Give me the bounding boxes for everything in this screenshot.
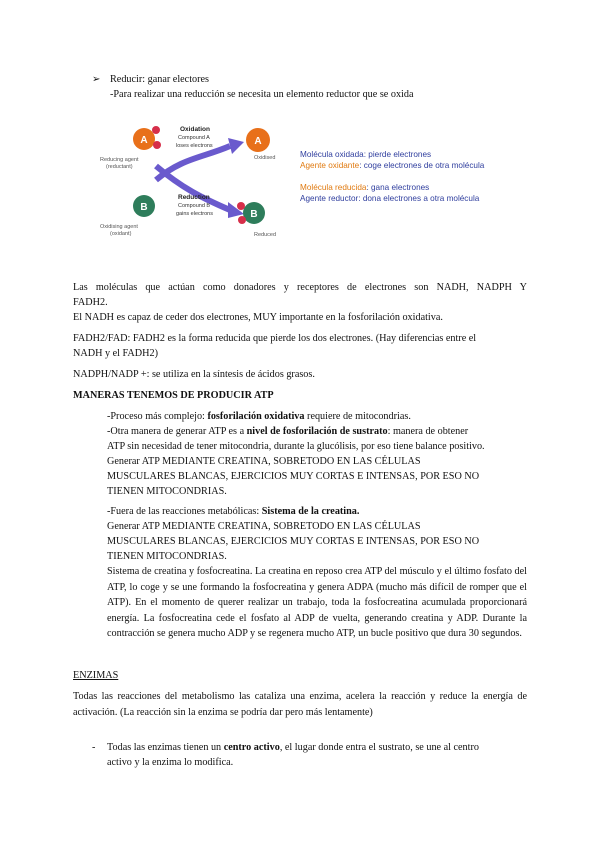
- oxidation-line1: Compound A: [178, 135, 210, 141]
- molecule-a-right-label: A: [254, 136, 262, 147]
- reductant-label: (reductant): [106, 164, 133, 170]
- electron-right-1: [237, 202, 245, 210]
- heading-atp: MANERAS TENEMOS DE PRODUCIR ATP: [73, 390, 274, 401]
- bullet2-marker: -: [92, 742, 96, 753]
- electron-left-2: [153, 141, 161, 149]
- oxidised-label: Oxidised: [254, 155, 276, 161]
- oxidation-title: Oxidation: [180, 126, 210, 133]
- atp-method-2-line1: -Otra manera de generar ATP es a nivel de fosforilación de sustrato: manera de obtener: [107, 426, 469, 437]
- atp-method-3-line4: TIENEN MITOCONDRIAS.: [107, 551, 227, 562]
- oxidant-label: (oxidant): [110, 231, 132, 237]
- paragraph-fadh2-line1: FADH2/FAD: FADH2 es la forma reducida que pierde los dos electrones. (Hay diferencias entre el: [73, 333, 477, 344]
- reduction-title: Reduction: [178, 194, 210, 201]
- atp-method-3-line3: MUSCULARES BLANCAS, EJERCICIOS MUY CORTAS E INTENSAS, POR ESO NO: [107, 536, 480, 547]
- atp-method-1: -Proceso más complejo: fosforilación oxidativa requiere de mitocondrias.: [107, 411, 411, 422]
- molecule-b-right-label: B: [250, 209, 258, 220]
- legend-oxidizing-agent: Agente oxidante: coge electrones de otra molécula: [300, 161, 485, 170]
- oxidising-agent-label: Oxidising agent: [100, 224, 138, 230]
- bullet-title: Reducir: ganar electores: [110, 74, 209, 85]
- reducing-agent-label: Reducing agent: [100, 157, 139, 163]
- paragraph-nadh: El NADH es capaz de ceder dos electrones, MUY importante en la fosforilación oxidativa.: [73, 312, 443, 323]
- molecule-a-left-label: A: [140, 135, 148, 146]
- reduction-line2: gains electrons: [176, 211, 213, 217]
- paragraph-donors-line2: FADH2.: [73, 297, 108, 308]
- enzymes-paragraph: Todas las reacciones del metabolismo las cataliza una enzima, acelera la reacción y reduce la energía de activación. (La reacción sin la enzima se podría dar pero más lentamente): [73, 691, 527, 718]
- atp-method-2-line2: ATP sin necesidad de tener mitocondria, durante la glucólisis, por eso tiene balance positivo.: [107, 441, 485, 452]
- heading-enzimas: ENZIMAS: [73, 670, 119, 681]
- bullet-subtext: -Para realizar una reducción se necesita un elemento reductor que se oxida: [110, 89, 414, 100]
- paragraph-donors-line1: Las moléculas que actúan como donadores y receptores de electrones son NADH, NADPH Y: [73, 282, 527, 293]
- atp-method-2-line5: TIENEN MITOCONDRIAS.: [107, 486, 227, 497]
- atp-method-3-line2: Generar ATP MEDIANTE CREATINA, SOBRETODO EN LAS CÉLULAS: [107, 521, 421, 532]
- creatine-paragraph: Sistema de creatina y fosfocreatina. La creatina en reposo crea ATP del músculo y el último fosfato del ATP, lo coge y se une formando la fosfocreatina y genera ADPA (mucho más difícil de romper que el ATP). En el momento de querer realizar un trabajo, toda la fosfocreatina acumulada proporcionará energía. La fosfocreatina cede el fosfato al ADP de vuelta, generando creatina y ADP. Durante la contracción se genera mucho ADP y se regenera mucho ATP, un bucle positivo que dura 30 segundos.: [107, 566, 527, 639]
- reduced-label: Reduced: [254, 232, 277, 238]
- active-center-line1: Todas las enzimas tienen un centro activo, el lugar donde entra el sustrato, se une al centro: [107, 742, 479, 753]
- atp-method-2-line3: Generar ATP MEDIANTE CREATINA, SOBRETODO EN LAS CÉLULAS: [107, 456, 421, 467]
- redox-diagram: [92, 118, 302, 248]
- active-center-line2: activo y la enzima lo modifica.: [107, 757, 234, 768]
- oxidation-line2: loses electrons: [176, 143, 213, 149]
- reduction-line1: Compound B: [178, 203, 211, 209]
- molecule-b-left-label: B: [140, 202, 148, 213]
- paragraph-nadph: NADPH/NADP +: se utiliza en la síntesis de ácidos grasos.: [73, 369, 315, 380]
- electron-right-2: [238, 216, 246, 224]
- atp-method-3-line1: -Fuera de las reacciones metabólicas: Sistema de la creatina.: [107, 506, 360, 517]
- paragraph-fadh2-line2: NADH y el FADH2): [73, 348, 158, 359]
- legend-reduced-molecule: Molécula reducida: gana electrones: [300, 183, 430, 192]
- electron-left-1: [152, 126, 160, 134]
- bullet-marker: ➢: [92, 74, 101, 85]
- legend-oxidized-molecule: Molécula oxidada: pierde electrones: [300, 150, 432, 159]
- legend-reducing-agent: Agente reductor: dona electrones a otra molécula: [300, 194, 480, 203]
- atp-method-2-line4: MUSCULARES BLANCAS, EJERCICIOS MUY CORTAS E INTENSAS, POR ESO NO: [107, 471, 480, 482]
- oxidation-arrowhead: [228, 138, 244, 154]
